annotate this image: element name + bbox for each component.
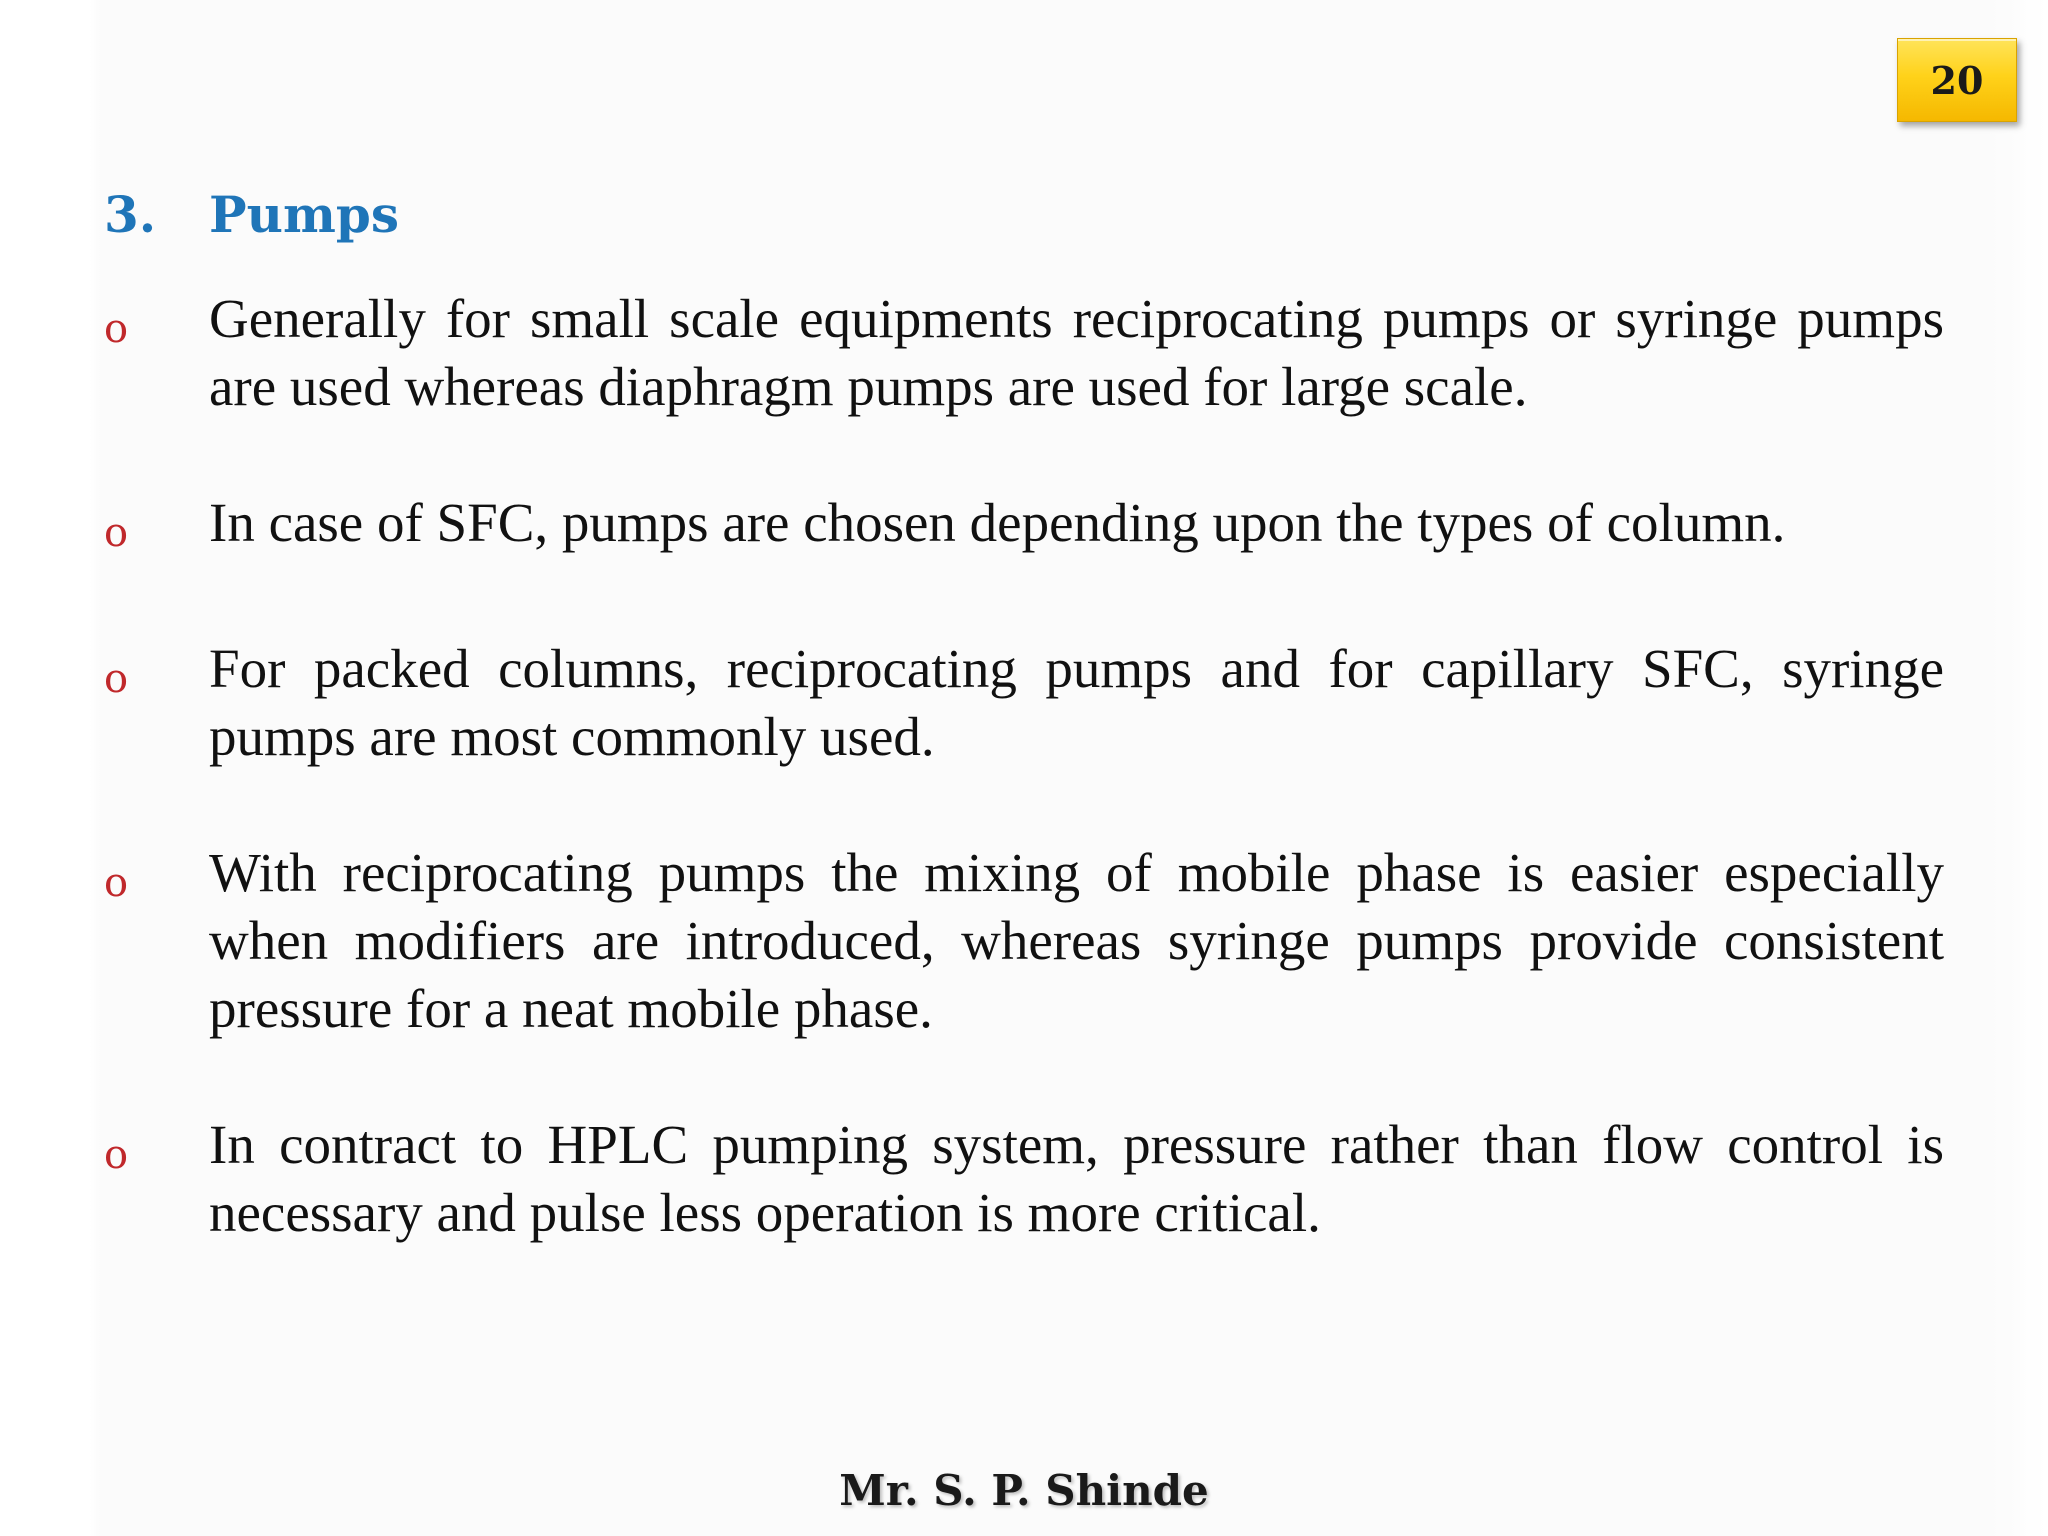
bullet-text: With reciprocating pumps the mixing of mobile phase is easier especially when modifiers are introduced, whereas syringe pumps provide consistent pressure for a neat mobile phase. xyxy=(209,842,1944,1039)
circle-bullet-icon: o xyxy=(104,306,129,352)
bullet-list xyxy=(104,285,1944,1315)
circle-bullet-icon: o xyxy=(104,860,129,906)
circle-bullet-icon: o xyxy=(104,510,129,556)
bullet-item xyxy=(104,489,1944,567)
bullet-item xyxy=(104,839,1944,1043)
section-heading xyxy=(104,185,399,244)
section-number: 3. xyxy=(104,185,157,244)
section-title: Pumps xyxy=(209,185,399,244)
circle-bullet-icon: o xyxy=(104,1132,129,1178)
bullet-text: In case of SFC, pumps are chosen depending upon the types of column. xyxy=(209,492,1786,553)
bullet-item xyxy=(104,1111,1944,1247)
page-number: 20 xyxy=(1930,57,1984,103)
bullet-text: For packed columns, reciprocating pumps and for capillary SFC, syringe pumps are most commonly used. xyxy=(209,638,1944,767)
bullet-item xyxy=(104,285,1944,421)
page-number-badge xyxy=(1897,38,2017,122)
bullet-text: In contract to HPLC pumping system, pressure rather than flow control is necessary and pulse less operation is more critical. xyxy=(209,1114,1944,1243)
bullet-item xyxy=(104,635,1944,771)
circle-bullet-icon: o xyxy=(104,656,129,702)
bullet-text: Generally for small scale equipments reciprocating pumps or syringe pumps are used whereas diaphragm pumps are used for large scale. xyxy=(209,288,1944,417)
author-footer: Mr. S. P. Shinde xyxy=(839,1466,1209,1515)
